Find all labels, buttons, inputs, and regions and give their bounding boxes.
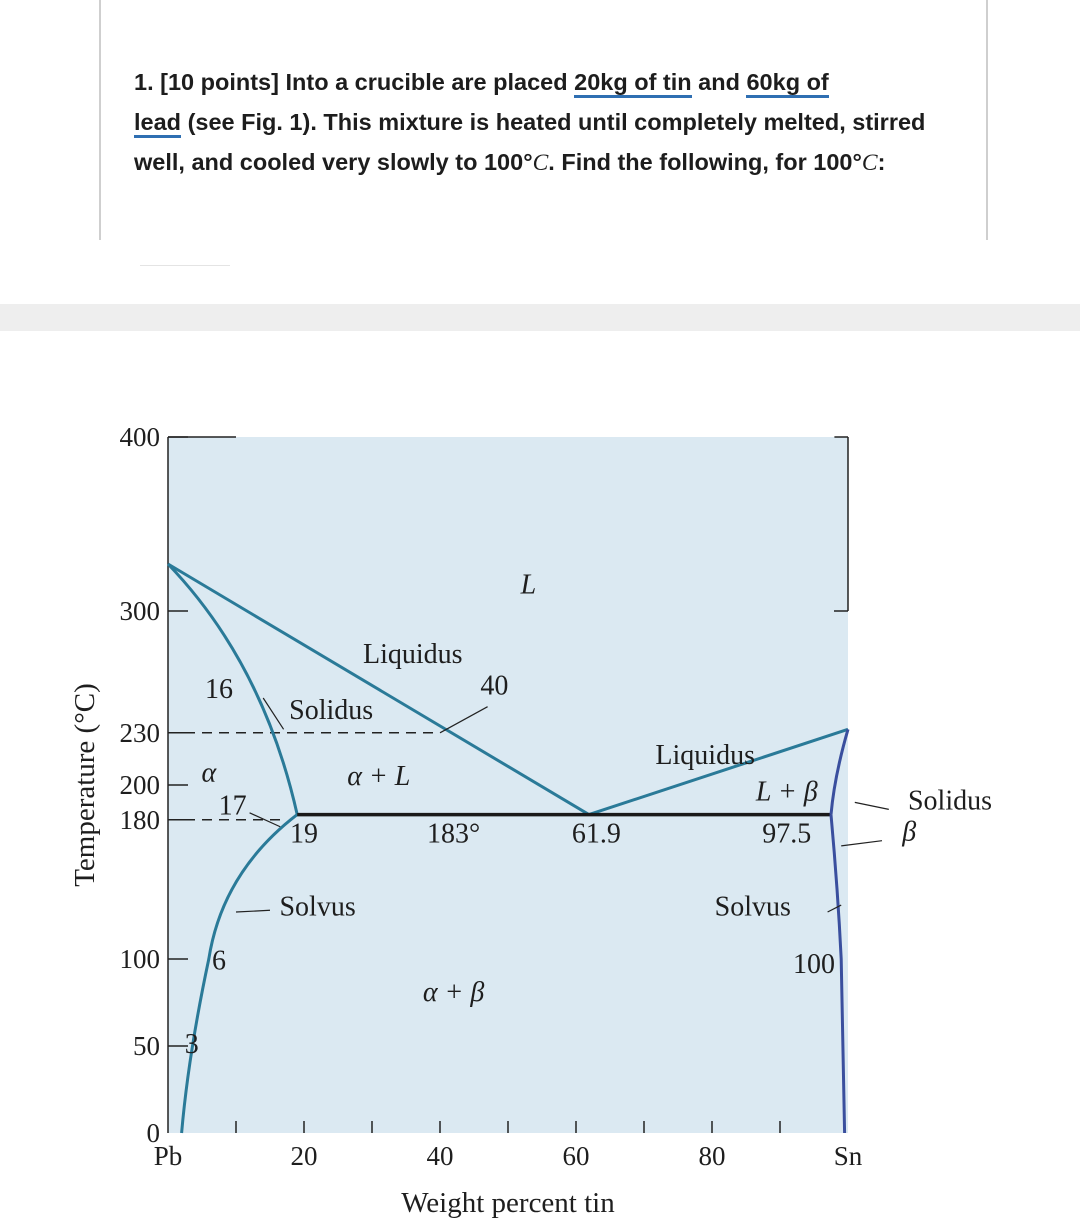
lead-phrase-2: lead bbox=[134, 109, 181, 138]
x-tick-label: 40 bbox=[426, 1141, 454, 1171]
diagram-annotation: α + β bbox=[422, 976, 485, 1008]
diagram-annotation: 183° bbox=[426, 818, 481, 850]
diagram-annotation: L + β bbox=[755, 776, 818, 808]
question-text-c: (see Fig. 1). This mixture is heated until completely melted, stirred well, and cooled very slowly to 100° bbox=[134, 109, 926, 175]
diagram-annotation: L bbox=[520, 569, 537, 601]
diagram-annotation: 6 bbox=[212, 945, 226, 977]
tin-phrase: 20kg of tin bbox=[574, 69, 692, 98]
x-tick-label: Pb bbox=[153, 1141, 183, 1171]
diagram-annotation: Liquidus bbox=[363, 639, 463, 671]
diagram-annotation: 97.5 bbox=[762, 818, 812, 850]
y-tick-label: 50 bbox=[133, 1031, 160, 1061]
x-tick-label: 80 bbox=[698, 1141, 726, 1171]
diagram-annotation: Solidus bbox=[289, 694, 374, 726]
diagram-annotation: Liquidus bbox=[655, 740, 755, 772]
diagram-annotation: 100 bbox=[793, 948, 835, 980]
diagram-annotation: α + L bbox=[347, 761, 411, 792]
question-text-b: and bbox=[698, 69, 740, 95]
y-tick-label: 100 bbox=[119, 944, 160, 974]
question-number: 1. bbox=[134, 69, 154, 95]
x-axis-title: Weight percent tin bbox=[401, 1187, 615, 1219]
question-text-a: Into a crucible are placed bbox=[285, 69, 568, 95]
question-points: [10 points] bbox=[160, 69, 279, 95]
diagram-annotation: 3 bbox=[184, 1028, 199, 1060]
diagram-annotation: Solvus bbox=[714, 891, 791, 923]
y-tick-label: 400 bbox=[119, 422, 160, 452]
x-tick-label: Sn bbox=[833, 1141, 863, 1171]
diagram-annotation: β bbox=[902, 816, 917, 848]
plot-area bbox=[168, 437, 848, 1133]
x-tick-label: 60 bbox=[562, 1141, 590, 1171]
diagram-annotation: 17 bbox=[218, 790, 247, 822]
x-tick-label: 20 bbox=[290, 1141, 318, 1171]
y-tick-label: 0 bbox=[146, 1118, 160, 1148]
y-tick-label: 180 bbox=[119, 804, 160, 835]
diagram-annotation: 61.9 bbox=[571, 818, 621, 850]
unit-c-2: C bbox=[861, 150, 878, 176]
question-text-d: . Find the following, for 100° bbox=[548, 149, 862, 175]
unit-c: C bbox=[532, 150, 549, 176]
diagram-annotation: Solvus bbox=[279, 891, 356, 923]
diagram-annotation: 16 bbox=[205, 674, 233, 705]
y-axis-title: Temperature (°C) bbox=[69, 683, 101, 887]
y-tick-label: 300 bbox=[119, 596, 160, 626]
y-tick-label: 200 bbox=[119, 770, 160, 800]
question-text-e: : bbox=[877, 149, 886, 175]
diagram-annotation: 40 bbox=[480, 670, 509, 702]
leader-solidus bbox=[855, 802, 889, 809]
diagram-annotation: 19 bbox=[290, 818, 318, 850]
diagram-annotation: Solidus bbox=[907, 785, 993, 817]
lead-phrase-1: 60kg of bbox=[746, 69, 828, 98]
y-tick-label: 230 bbox=[119, 717, 160, 748]
diagram-annotation: α bbox=[201, 757, 217, 789]
